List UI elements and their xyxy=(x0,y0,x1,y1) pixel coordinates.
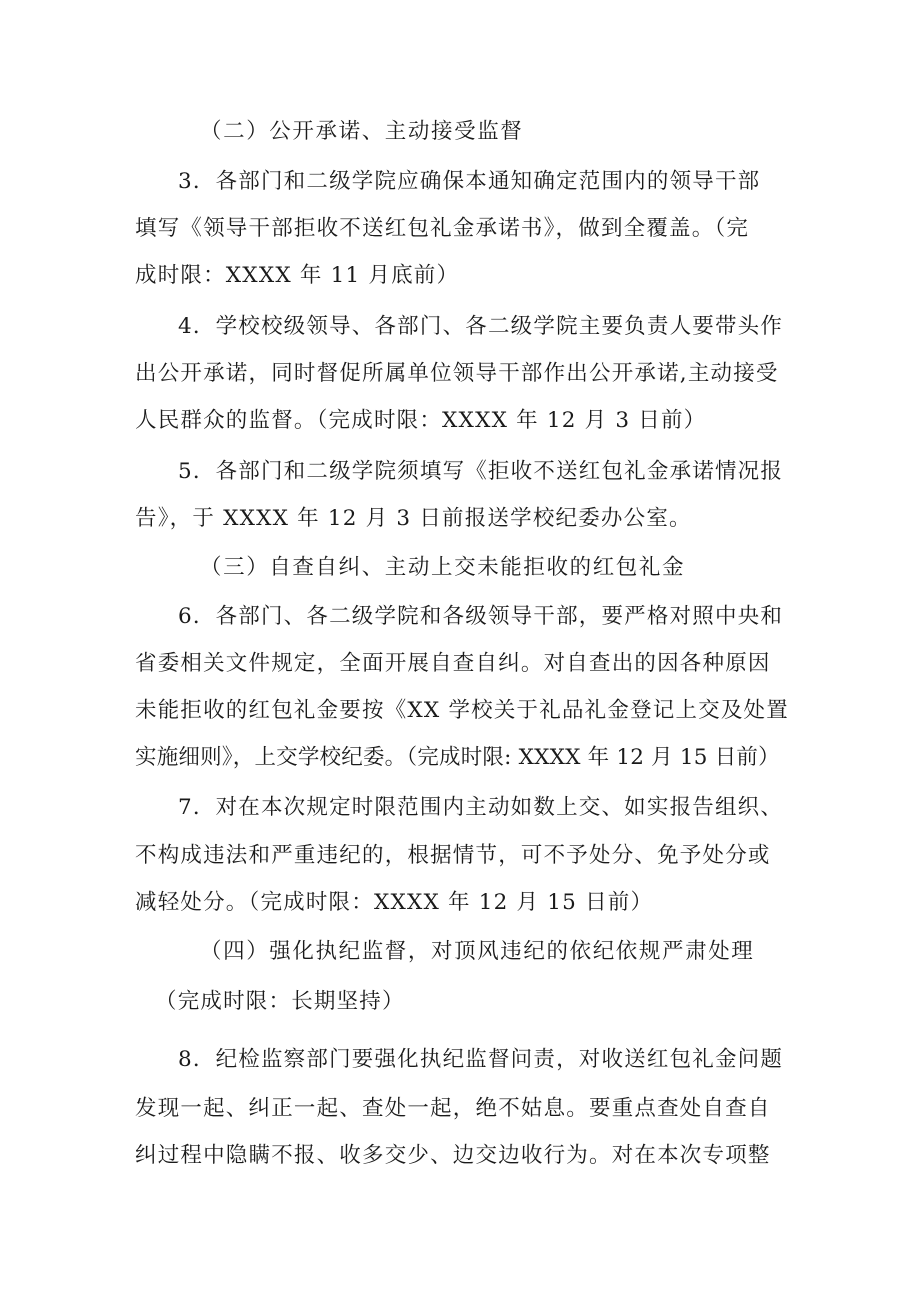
paragraph-line: 成时限：XXXX 年 11 月底前） xyxy=(135,263,460,288)
paragraph-line: 减轻处分。（完成时限：XXXX 年 12 月 15 日前） xyxy=(135,890,654,915)
paragraph-line: 6．各部门、各二级学院和各级领导干部，要严格对照中央和 xyxy=(178,604,784,629)
paragraph-line: 纠过程中隐瞒不报、收多交少、边交边收行为。对在本次专项整 xyxy=(135,1143,771,1168)
section-heading-4: （四）强化执纪监督，对顶风违纪的依纪依规严肃处理 xyxy=(200,939,755,964)
paragraph-line: 发现一起、纠正一起、查处一起，绝不姑息。要重点查处自查自 xyxy=(135,1096,771,1121)
section-heading-2: （二）公开承诺、主动接受监督 xyxy=(200,119,524,144)
paragraph-line: 3．各部门和二级学院应确保本通知确定范围内的领导干部 xyxy=(178,169,761,194)
paragraph-line: 告》，于 XXXX 年 12 月 3 日前报送学校纪委办公室。 xyxy=(135,506,692,531)
paragraph-line: 8．纪检监察部门要强化执纪监督问责，对收送红包礼金问题 xyxy=(178,1047,784,1072)
section-heading-4-note: （完成时限：长期坚持） xyxy=(155,989,405,1014)
section-heading-3: （三）自查自纠、主动上交未能拒收的红包礼金 xyxy=(200,555,686,580)
paragraph-line: 4．学校校级领导、各部门、各二级学院主要负责人要带头作 xyxy=(178,314,784,339)
paragraph-line: 不构成违法和严重违纪的，根据情节，可不予处分、免予处分或 xyxy=(135,843,771,868)
paragraph-line: 实施细则》，上交学校纪委。（完成时限: XXXX 年 12 月 15 日前） xyxy=(135,745,780,770)
paragraph-line: 人民群众的监督。（完成时限：XXXX 年 12 月 3 日前） xyxy=(135,408,707,433)
paragraph-line: 未能拒收的红包礼金要按《XX 学校关于礼品礼金登记上交及处置 xyxy=(135,698,789,723)
paragraph-line: 填写《领导干部拒收不送红包礼金承诺书》，做到全覆盖。（完 xyxy=(135,216,750,241)
paragraph-line: 省委相关文件规定，全面开展自查自纠。对自查出的因各种原因 xyxy=(135,651,771,676)
paragraph-line: 7．对在本次规定时限范围内主动如数上交、如实报告组织、 xyxy=(178,795,784,820)
paragraph-line: 出公开承诺，同时督促所属单位领导干部作出公开承诺,主动接受 xyxy=(135,361,779,386)
paragraph-line: 5．各部门和二级学院须填写《拒收不送红包礼金承诺情况报 xyxy=(178,459,784,484)
